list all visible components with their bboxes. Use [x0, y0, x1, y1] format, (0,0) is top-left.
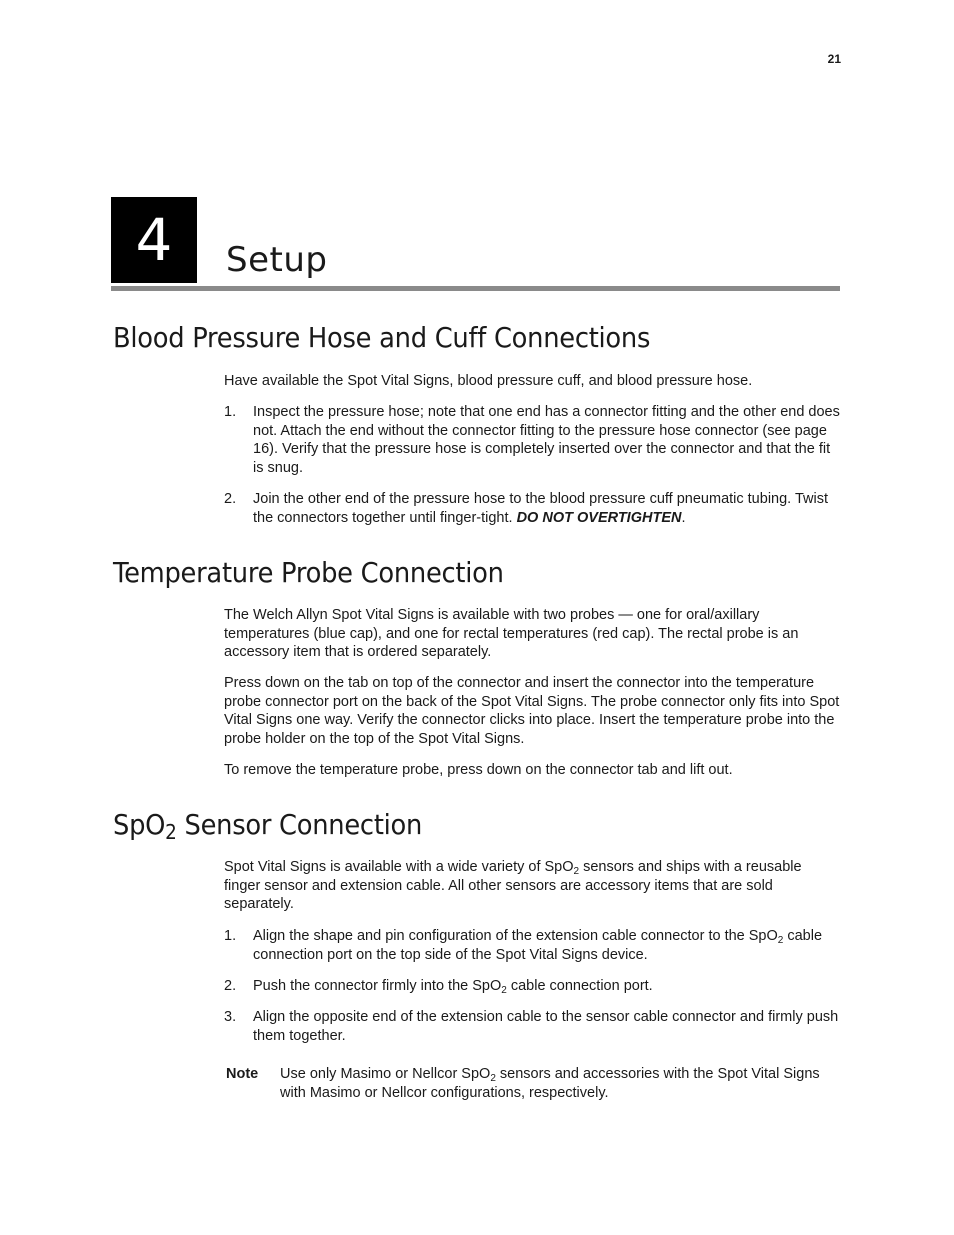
- note-block: [226, 1065, 840, 1102]
- step-text: Inspect the pressure hose; note that one end has a connector fitting and the other end does not. Attach the end without the connector fitting to the pressure hose connector (see page 16). Verify that the pressure hose is completely inserted over the connector and that the fit is snug.: [253, 404, 840, 476]
- section-heading-temperature: Temperature Probe Connection: [113, 556, 504, 589]
- spo2-step-1: [224, 927, 840, 964]
- step-subscript: 2: [501, 985, 507, 996]
- section-heading-spo2: [113, 808, 422, 842]
- temp-paragraph-1: The Welch Allyn Spot Vital Signs is available with two probes — one for oral/axillary temperatures (blue cap), and one for rectal temperatures (red cap). The rectal probe is an accessory item that is ordered separately.: [224, 607, 799, 661]
- step-text-rest: cable connection port on the top side of the Spot Vital Signs device.: [253, 928, 823, 963]
- step-text: [253, 490, 840, 527]
- heading-subscript: 2: [165, 820, 177, 844]
- bp-step-2: [224, 490, 840, 527]
- note-label: Note: [226, 1066, 259, 1082]
- note-text: [280, 1065, 840, 1102]
- intro-subscript: 2: [573, 866, 580, 877]
- step-text-main: Align the shape and pin configuration of the extension cable connector to the SpO: [253, 928, 778, 944]
- chapter-title: Setup: [226, 240, 328, 280]
- spo2-step-3: [224, 1008, 840, 1045]
- heading-text-rest: Sensor Connection: [176, 808, 423, 841]
- step-subscript: 2: [777, 935, 784, 946]
- bp-intro-paragraph: Have available the Spot Vital Signs, blood pressure cuff, and blood pressure hose.: [224, 373, 753, 389]
- intro-text-rest: sensors and ships with a reusable finger sensor and extension cable. All other sensors are accessory items that are sold separately.: [224, 859, 802, 913]
- heading-text: SpO: [113, 808, 166, 841]
- intro-text: Spot Vital Signs is available with a wide variety of SpO: [224, 859, 574, 875]
- step-text: Align the opposite end of the extension cable to the sensor cable connector and firmly push them together.: [253, 1009, 839, 1044]
- note-subscript: 2: [490, 1073, 496, 1084]
- step-text: [253, 977, 840, 996]
- page-number: 21: [827, 52, 841, 66]
- note-text-rest: sensors and accessories with the Spot Vital Signs with Masimo or Nellcor configurations, respectively.: [280, 1066, 820, 1101]
- step-number: 1.: [224, 404, 237, 420]
- spo2-step-2: [224, 977, 840, 996]
- step-number: 1.: [224, 928, 237, 944]
- spo2-intro-paragraph: [224, 858, 840, 914]
- warning-emphasis: DO NOT OVERTIGHTEN: [516, 509, 682, 526]
- step-text-rest: cable connection port.: [506, 978, 653, 994]
- chapter-divider: [111, 286, 840, 291]
- note-text-main: Use only Masimo or Nellcor SpO: [280, 1066, 491, 1082]
- bp-step-1: [224, 403, 840, 477]
- step-text: [253, 927, 840, 964]
- step-number: 2.: [224, 978, 237, 994]
- step-text-end: .: [681, 509, 686, 526]
- step-number: 2.: [224, 491, 237, 507]
- temp-paragraph-3: To remove the temperature probe, press down on the connector tab and lift out.: [224, 762, 733, 778]
- step-text-main: Join the other end of the pressure hose to the blood pressure cuff pneumatic tubing. Twist the connectors together until finger-tight.: [253, 491, 828, 526]
- temp-paragraph-2: Press down on the tab on top of the connector and insert the connector into the temperature probe connector port on the back of the Spot Vital Signs. The probe connector only fits into Spot Vital Signs one way. Verify the connector clicks into place. Insert the temperature probe into the probe holder on the top of the Spot Vital Signs.: [224, 675, 840, 747]
- step-number: 3.: [224, 1009, 237, 1025]
- chapter-number-badge: 4: [111, 197, 197, 283]
- section-heading-blood-pressure: Blood Pressure Hose and Cuff Connections: [113, 321, 651, 354]
- step-text-main: Push the connector firmly into the SpO: [253, 978, 502, 994]
